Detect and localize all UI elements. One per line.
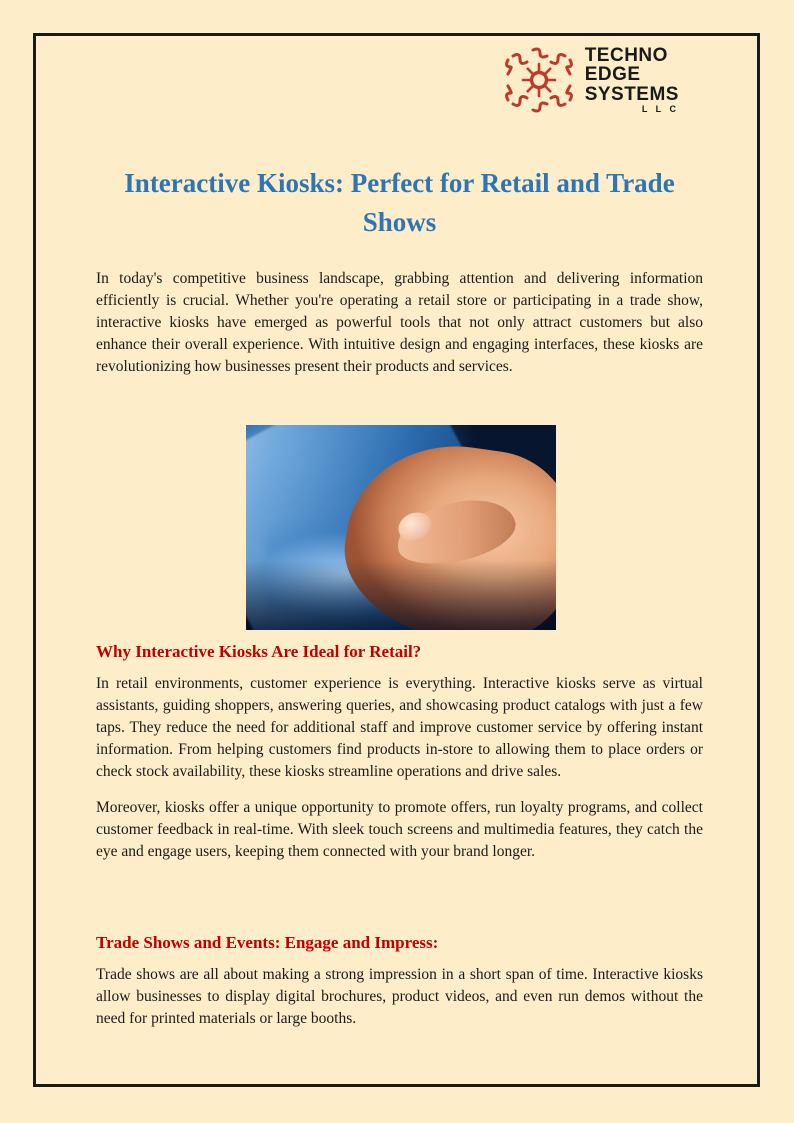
section-trade-shows-paragraph-1: Trade shows are all about making a strong impression in a short span of time. Interactive kiosks allow businesses to display digital brochures, product videos, and even run demos without the need for printed materials or large booths. — [96, 966, 703, 1027]
document-page — [33, 33, 760, 1087]
section-retail-heading: Why Interactive Kiosks Are Ideal for Retail? — [96, 642, 422, 661]
company-logo — [503, 44, 679, 116]
section-retail — [96, 642, 703, 877]
intro-paragraph: In today's competitive business landscape, grabbing attention and delivering information efficiently is crucial. Whether you're operating a retail store or participating in a trade show, interactive kiosks have emerged as powerful tools that not only attract customers but also enhance their overall experience. With intuitive design and engaging interfaces, these kiosks are revolutionizing how businesses present their products and services. — [96, 270, 703, 375]
logo-wordmark — [585, 46, 679, 114]
logo-line-2: EDGE — [584, 64, 641, 86]
section-trade-shows — [96, 933, 703, 1044]
logo-line-1: TECHNO — [584, 44, 668, 66]
intro-block — [96, 268, 703, 392]
logo-line-3: SYSTEMS — [584, 83, 679, 105]
section-trade-shows-heading: Trade Shows and Events: Engage and Impress: — [96, 933, 439, 952]
logo-line-4: L L C — [641, 103, 679, 114]
techno-edge-systems-logo-icon — [503, 44, 575, 116]
touchscreen-photo — [246, 425, 556, 630]
page-title: Interactive Kiosks: Perfect for Retail and Trade Shows — [124, 168, 675, 238]
page-content — [96, 36, 703, 1084]
section-retail-paragraph-2: Moreover, kiosks offer a unique opportunity to promote offers, run loyalty programs, and collect customer feedback in real-time. With sleek touch screens and multimedia features, they catch the eye and engage users, keeping them connected with your brand longer. — [96, 799, 703, 860]
section-retail-paragraph-1: In retail environments, customer experience is everything. Interactive kiosks serve as virtual assistants, guiding shoppers, answering queries, and showcasing product catalogs with just a few taps. They reduce the need for additional staff and improve customer service by offering instant information. From helping customers find products in-store to allowing them to place orders or check stock availability, these kiosks streamline operations and drive sales. — [96, 675, 703, 780]
